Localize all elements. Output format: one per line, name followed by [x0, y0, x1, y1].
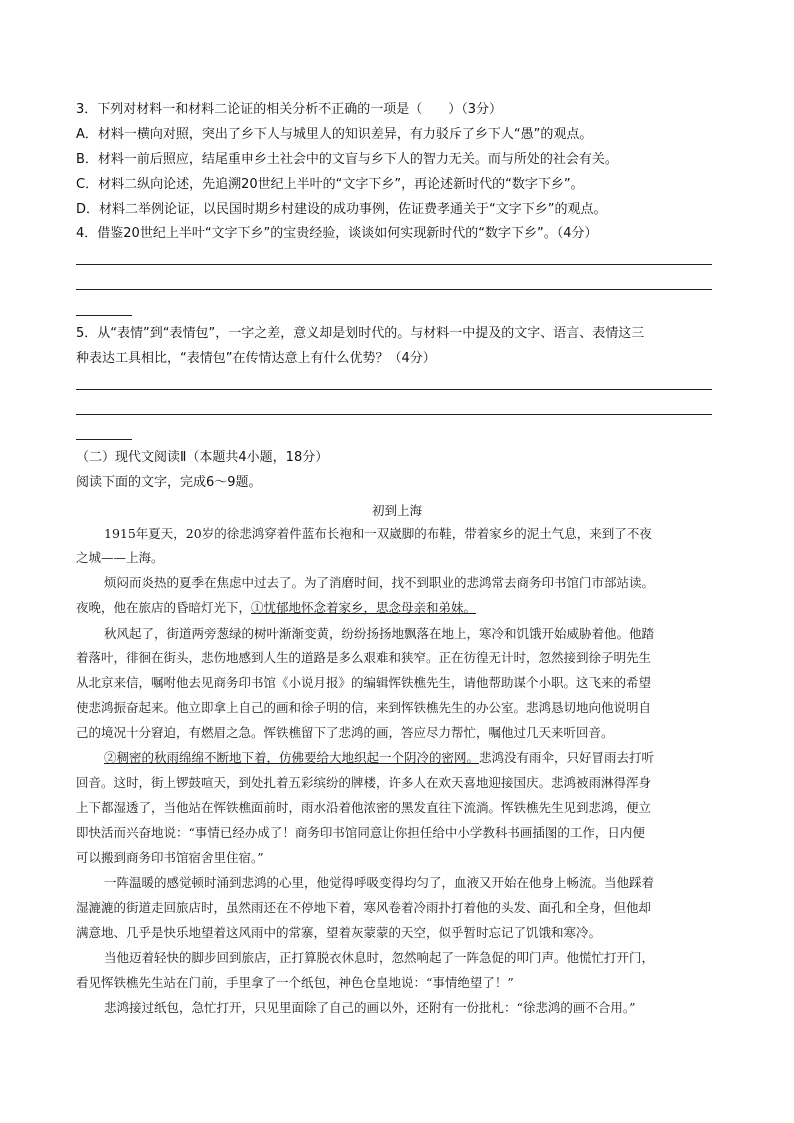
question-3-option-b: B．材料一前后照应，结尾重申乡土社会中的文盲与乡下人的智力无关。而与所处的社会有关。	[76, 152, 618, 167]
passage-title: 初到上海	[371, 503, 422, 518]
passage-line: 回音。这时，街上锣鼓喧天，到处扎着五彩缤纷的牌楼，许多人在欢天喜地迎接国庆。悲鸿被雨淋得浑身	[76, 775, 652, 790]
passage-line: 秋风起了，街道两旁葱绿的树叶渐渐变黄，纷纷扬扬地飘落在地上，寒冷和饥饿开始威胁着他。他踏	[104, 626, 655, 641]
passage-line: 看见恽铁樵先生站在门前，手里拿了一个纸包，神色仓皇地说：“事情绝望了！”	[76, 975, 514, 990]
passage-line: 之城——上海。	[76, 550, 164, 565]
question-3-stem: 3．下列对材料一和材料二论证的相关分析不正确的一项是（ ）（3分）	[76, 102, 503, 117]
passage-line: 湿漉漉的街道走回旅店时，虽然雨还在不停地下着，寒风卷着冷雨扑打着他的头发、面孔和全身，但他却	[76, 900, 652, 915]
passage-line: 可以搬到商务印书馆宿舍里住宿。”	[76, 850, 264, 865]
passage-line	[76, 600, 718, 616]
answer-line[interactable]	[76, 414, 712, 415]
passage-line: 即快活而兴奋地说：“事情已经办成了！商务印书馆同意让你担任给中小学教科书画插图的工作，日内便	[76, 825, 645, 840]
underlined-sentence-1: ①忧郁地怀念着家乡，思念母亲和弟妹。	[251, 600, 477, 615]
passage-line: 着落叶，徘徊在街头，悲伤地感到人生的道路是多么艰难和狭窄。正在彷徨无计时，忽然接到徐子明先生	[76, 650, 652, 665]
question-3-option-a: A．材料一横向对照，突出了乡下人与城里人的知识差异，有力驳斥了乡下人“愚”的观点。	[76, 127, 593, 142]
section-heading: （二）现代文阅读Ⅱ（本题共4小题，18分）	[76, 450, 329, 465]
answer-line[interactable]	[76, 264, 712, 265]
passage-line: 己的境况十分窘迫，有燃眉之急。恽铁樵留下了悲鸿的画，答应尽力帮忙，嘱他过几天来听回音。	[76, 725, 614, 740]
passage-line: 使悲鸿振奋起来。他立即拿上自己的画和徐子明的信，来到恽铁樵先生的办公室。悲鸿恳切地向他说明自	[76, 700, 652, 715]
underlined-sentence-2: ②稠密的秋雨绵绵不断地下着，仿佛要给大地织起一个阴冷的密网。	[104, 750, 480, 765]
passage-line: 从北京来信，嘱咐他去见商务印书馆《小说月报》的编辑恽铁樵先生，请他帮助谋个小职。这飞来的希望	[76, 675, 652, 690]
passage-line: 烦闷而炎热的夏季在焦虑中过去了。为了消磨时间，找不到职业的悲鸿常去商务印书馆门市部站读。	[104, 575, 655, 590]
question-5-line-2: 种表达工具相比，“表情包”在传情达意上有什么优势？（4分）	[76, 351, 436, 366]
passage-line: 1915年夏天，20岁的徐悲鸿穿着件蓝布长袍和一双崴脚的布鞋，带着家乡的泥土气息，来到了不夜	[104, 526, 652, 541]
passage-line: 满意地、几乎是快乐地望着这风雨中的常寨，望着灰蒙蒙的天空，似乎暂时忘记了饥饿和寒冷。	[76, 925, 602, 940]
passage-line: 当他迈着轻快的脚步回到旅店，正打算脱衣休息时，忽然响起了一阵急促的叩门声。他慌忙打开门，	[104, 950, 655, 965]
question-3-option-d: D．材料二举例论证，以民国时期乡村建设的成功事例，佐证费孝通关于“文字下乡”的观点。	[76, 202, 607, 217]
answer-line[interactable]	[76, 289, 712, 290]
passage-line	[76, 750, 718, 766]
section-instruction: 阅读下面的文字，完成6～9题。	[76, 475, 262, 490]
passage-text: 悲鸿没有雨伞，只好冒雨去打听	[479, 750, 655, 765]
passage-line: 上下都湿透了，当他站在恽铁樵面前时，雨水沿着他浓密的黑发直往下流淌。恽铁樵先生见到悲鸿，便立	[76, 800, 652, 815]
question-5-line-1: 5．从“表情”到“表情包”，一字之差，意义却是划时代的。与材料一中提及的文字、语言、表情这三	[76, 326, 645, 341]
passage-line: 悲鸿接过纸包，急忙打开，只见里面除了自己的画以外，还附有一份批札：“徐悲鸿的画不合用。”	[104, 1000, 636, 1015]
question-4: 4．借鉴20世纪上半叶“文字下乡”的宝贵经验，谈谈如何实现新时代的“数字下乡”。（4分）	[76, 226, 598, 241]
answer-line-short[interactable]	[76, 439, 132, 440]
answer-line[interactable]	[76, 389, 712, 390]
question-3-option-c: C．材料二纵向论述，先追溯20世纪上半叶的“文字下乡”，再论述新时代的“数字下乡”。	[76, 177, 584, 192]
passage-line: 一阵温暖的感觉顿时涌到悲鸿的心里，他觉得呼吸变得均匀了，血液又开始在他身上畅流。当他踩着	[104, 875, 655, 890]
passage-text: 夜晚，他在旅店的昏暗灯光下，	[76, 600, 252, 615]
answer-line-short[interactable]	[76, 315, 132, 316]
